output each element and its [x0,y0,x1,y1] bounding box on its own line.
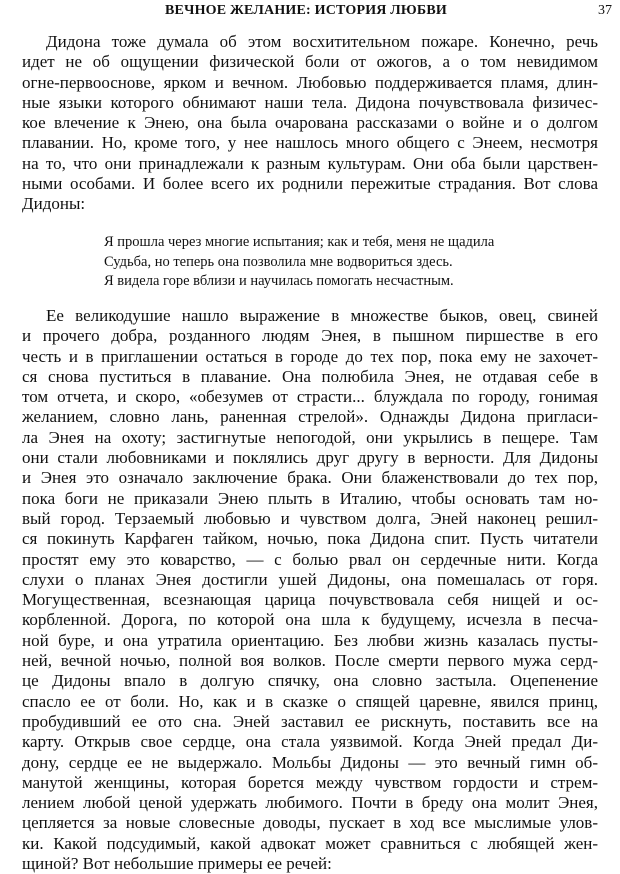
text-line: щиной? Вот небольшие примеры ее речей: [22,854,332,874]
text-line: честь и в приглашении остаться в городе до тех пор, пока ему не захочет- [22,346,598,366]
text-line: манутой женщины, которая борется между чувством гордости и стрем- [22,772,598,792]
text-line: слухи о планах Энея достигли ушей Дидоны, она помешалась от горя. [22,569,598,589]
paragraph-dido-fire [22,32,598,215]
page-number: 37 [598,3,612,18]
text-line: плавании. Но, кроме того, у нее нашлось много общего с Энеем, несмотря [22,133,598,153]
text-line: карту. Открыв свое сердце, она стала уязвимой. Когда Эней предал Ди- [22,732,598,752]
text-line: ся покинуть Карфаген тайком, ночью, пока Дидона спит. Пусть читатели [22,529,598,549]
poem-line: Я видела горе вблизи и научилась помогать несчастным. [104,273,454,289]
text-line: спасло ее от боли. Но, как и в сказке о спящей царевне, явился принц, [22,691,598,711]
text-line: они стали любовниками и поклялись друг другу в верности. Для Дидоны [22,448,598,468]
text-line: це Дидоны впало в долгую спячку, она словно застыла. Оцепенение [22,671,598,691]
text-line: Дидона тоже думала об этом восхитительном пожаре. Конечно, речь [46,32,598,51]
text-line: дону, сердце ее не выдержало. Мольбы Дидоны — это вечный гимн об- [22,752,598,772]
text-line: ной буре, и она утратила ориентацию. Без любви жизнь казалась пусты- [22,630,598,650]
text-line: ла Энея на охоту; застигнутые непогодой, они укрылись в пещере. Там [22,427,598,447]
text-line: лением любой ценой удержать любимого. Почти в бреду она молит Энея, [22,793,598,813]
text-line: кое влечение к Энею, она была очарована рассказами о войне и о долгом [22,113,598,133]
poem-line: Я прошла через многие испытания; как и тебя, меня не щадила [104,234,495,250]
paragraph-dido-generosity [22,306,598,874]
text-line: Ее великодушие нашло выражение в множестве быков, овец, свиней [46,306,598,325]
poem-quote [104,233,574,292]
text-line: и прочего добра, розданного людям Энея, в пышном пиршестве в его [22,326,598,346]
text-line: ными особами. И более всего их роднили пережитые страдания. Вот слова [22,174,598,194]
text-line: идет не об ощущении физической боли от ожогов, а о том невидимом [22,52,598,72]
text-line: ся снова пуститься в плавание. Она полюбила Энея, не отдавая себе в [22,366,598,386]
text-line: ки. Какой подсудимый, какой адвокат может сравниться с любящей жен- [22,833,598,853]
text-line: желанием, словно лань, раненная стрелой». Однажды Дидона пригласи- [22,407,598,427]
text-line: пробудивший ее ото сна. Эней заставил ее рискнуть, поставить все на [22,711,598,731]
text-line: простят ему это коварство, — с болью рвал он сердечные нити. Когда [22,549,598,569]
text-line: огне-первооснове, ярком и вечном. Любовью поддерживается пламя, длин- [22,72,598,92]
text-line: корбленной. Дорога, по которой она шла к будущему, исчезла в песча- [22,610,598,630]
poem-line: Судьба, но теперь она позволила мне водвориться здесь. [104,253,453,270]
text-line: ней, вечной ночью, полной воя волков. После смерти первого мужа серд- [22,651,598,671]
text-line: том отчета, и скоро, «обезумев от страсти... блуждала по городу, гонимая [22,387,598,407]
text-line: на то, что они принадлежали к разным культурам. Они оба были царствен- [22,153,598,173]
text-line: цепляется за новые словесные доводы, пускает в ход все мыслимые улов- [22,813,598,833]
text-line: пока боги не приказали Энею плыть в Италию, чтобы основать там но- [22,488,598,508]
text-line: Могущественная, всезнающая царица почувствовала себя нищей и ос- [22,590,598,610]
text-line: и Энея это означало заключение брака. Они блаженствовали до тех пор, [22,468,598,488]
running-head [26,2,620,22]
text-line: вый город. Терзаемый любовью и чувством долга, Эней наконец решил- [22,508,598,528]
text-line: ные языки которого обнимают наши тела. Дидона почувствовала физичес- [22,92,598,112]
running-title: ВЕЧНОЕ ЖЕЛАНИЕ: ИСТОРИЯ ЛЮБВИ [165,3,447,18]
text-line: Дидоны: [22,194,86,214]
